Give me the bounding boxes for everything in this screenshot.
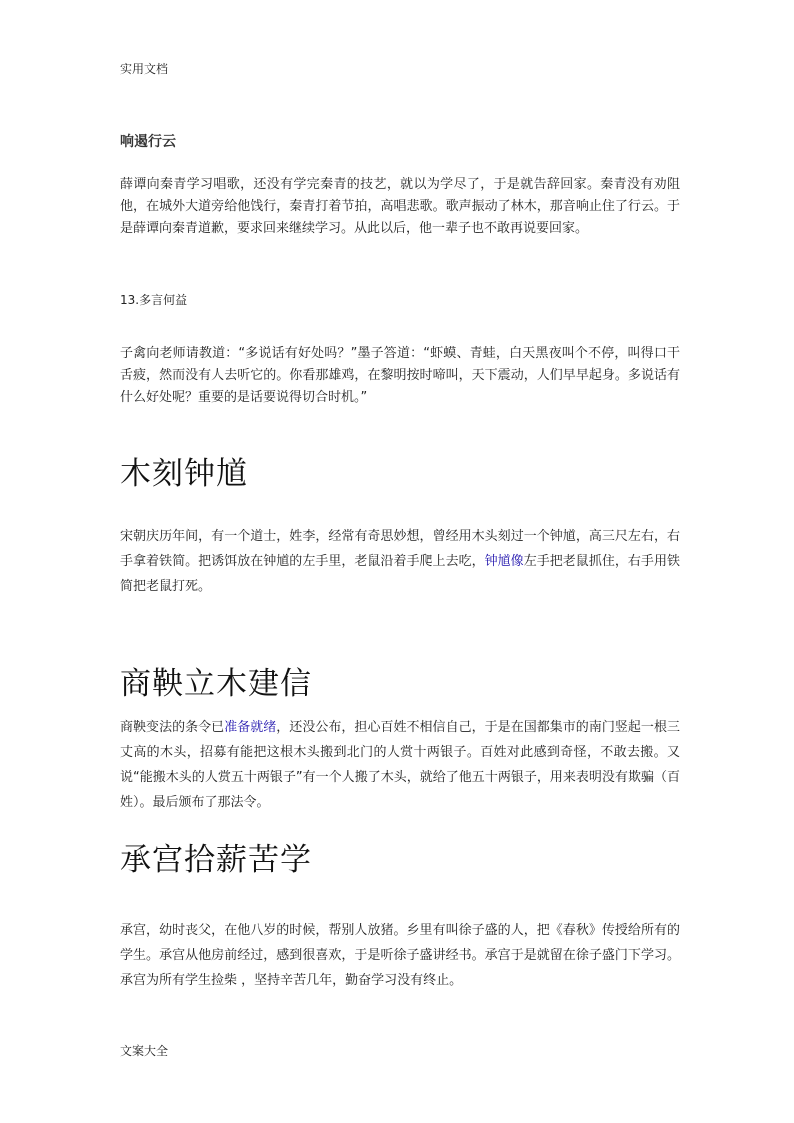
- page-header: 实用文档: [120, 62, 169, 76]
- section-body-mukezhongkui: [120, 524, 680, 599]
- section-body-shangyang: [120, 715, 680, 815]
- section-title-shangyang: 商鞅立木建信: [120, 666, 312, 702]
- section-title-duoyanheyi: 13.多言何益: [120, 293, 188, 307]
- zhongkui-link[interactable]: 钟馗像: [484, 554, 524, 569]
- body-text: ，还没公布，担心百姓不相信自己，于是在国都集市的南门竖起一根三丈高的木头，招募有能把这根木头搬到北门的人赏十两银子。百姓对此感到奇怪，不敢去搬。又说“能搬木头的人赏五十两银子”有一个人搬了木头，就给了他五十两银子，用来表明没有欺骗（百姓）。最后颁布了那法令。: [120, 720, 680, 810]
- section-body-duoyanheyi: 子禽向老师请教道：“多说话有好处吗？”墨子答道：“虾蟆、青蛙，白天黑夜叫个不停，叫得口干舌疲，然而没有人去听它的。你看那雄鸡，在黎明按时啼叫，天下震动，人们早早起身。多说话有什么好处呢？重要的是话要说得切合时机。”: [120, 346, 680, 405]
- section-title-chenggong: 承宫拾薪苦学: [120, 842, 312, 878]
- zhunbeijiuxu-link[interactable]: 准备就绪: [224, 720, 277, 735]
- page-footer: 文案大全: [120, 1044, 169, 1058]
- body-text: 左手把老鼠抓住，右手用铁简把老鼠打死。: [120, 554, 680, 594]
- section-title-mukezhongkui: 木刻钟馗: [120, 456, 248, 492]
- section-title-xiangeyingyun: 响遏行云: [120, 134, 176, 150]
- body-text: 商鞅变法的条令已: [120, 720, 225, 735]
- section-body-chenggong: 承宫，幼时丧父，在他八岁的时候，帮别人放猪。乡里有叫徐子盛的人，把《春秋》传授给所有的学生。承宫从他房前经过，感到很喜欢，于是听徐子盛讲经书。承宫于是就留在徐子盛门下学习。承宫为所有学生捡柴 ，坚持辛苦几年，勤奋学习没有终止。: [120, 923, 680, 988]
- body-text: 宋朝庆历年间，有一个道士，姓李，经常有奇思妙想，曾经用木头刻过一个钟馗，高三尺左右，右手拿着铁简。把诱饵放在钟馗的左手里，老鼠沿着手爬上去吃，: [120, 529, 680, 569]
- section-body-xiangeyingyun: 薛谭向秦青学习唱歌，还没有学完秦青的技艺，就以为学尽了，于是就告辞回家。秦青没有劝阻他，在城外大道旁给他饯行，秦青打着节拍，高唱悲歌。歌声振动了林木，那音响止住了行云。于是薛谭向秦青道歉，要求回来继续学习。从此以后，他一辈子也不敢再说要回家。: [120, 177, 680, 236]
